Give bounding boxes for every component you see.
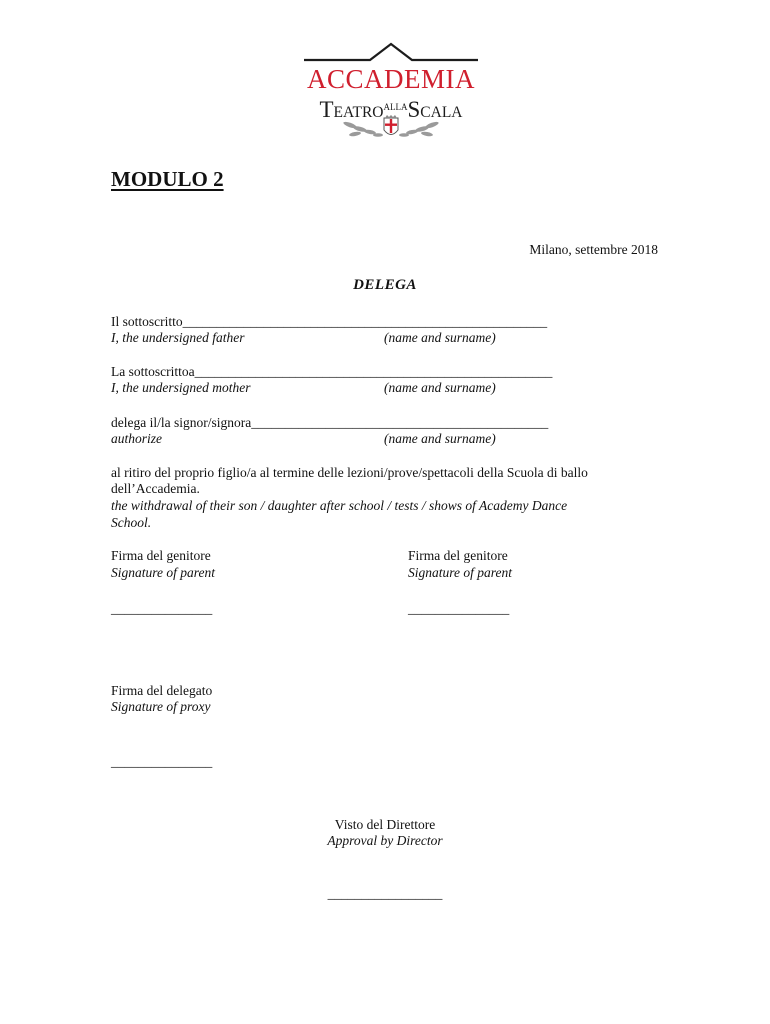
director-signature-field[interactable]: _________________	[327, 886, 443, 901]
logo-title: ACCADEMIA	[306, 64, 475, 94]
proxy-signature-field[interactable]: _______________	[111, 754, 213, 769]
parent-signature-2-field[interactable]: _______________	[408, 601, 510, 616]
mother-name-hint: (name and surname)	[384, 380, 496, 395]
page-title: MODULO 2	[111, 167, 224, 191]
father-name-hint: (name and surname)	[384, 330, 496, 345]
director-approval-label-en: Approval by Director	[327, 833, 443, 848]
logo-roof-icon	[300, 40, 482, 62]
laurel-crest-icon	[334, 115, 448, 141]
body-text-en-line2: School.	[111, 515, 152, 530]
body-text-it-line1: al ritiro del proprio figlio/a al termine delle lezioni/prove/spettacoli della Scuola di ballo	[111, 465, 588, 480]
delegate-label-en: authorize	[111, 431, 163, 446]
delegate-name-hint: (name and surname)	[384, 431, 496, 446]
body-text-en-line1: the withdrawal of their son / daughter after school / tests / shows of Academy Dance	[111, 498, 568, 513]
proxy-signature-label: Firma del delegato	[111, 683, 213, 698]
father-label-en: I, the undersigned father	[111, 330, 245, 345]
mother-label-en: I, the undersigned mother	[111, 380, 251, 395]
mother-name-field[interactable]: La sottoscrittoa_____________________________________________________	[111, 364, 553, 379]
parent-signature-1-label-en: Signature of parent	[111, 565, 215, 580]
proxy-signature-label-en: Signature of proxy	[111, 699, 211, 714]
body-text-it-line2: dell’Accademia.	[111, 481, 200, 496]
delegate-name-field[interactable]: delega il/la signor/signora____________________________________________	[111, 415, 549, 430]
parent-signature-2-label-en: Signature of parent	[408, 565, 512, 580]
form-title: DELEGA	[353, 277, 417, 293]
parent-signature-1-label: Firma del genitore	[111, 548, 211, 563]
parent-signature-2-label: Firma del genitore	[408, 548, 508, 563]
parent-signature-1-field[interactable]: _______________	[111, 601, 213, 616]
document-date: Milano, settembre 2018	[529, 242, 658, 257]
director-approval-label: Visto del Direttore	[334, 817, 436, 832]
father-name-field[interactable]: Il sottoscritto______________________________________________________	[111, 314, 548, 329]
accademia-logo	[300, 40, 482, 140]
logo-subtitle: $TEATRO^{ALLA}SCALA$	[319, 97, 463, 122]
